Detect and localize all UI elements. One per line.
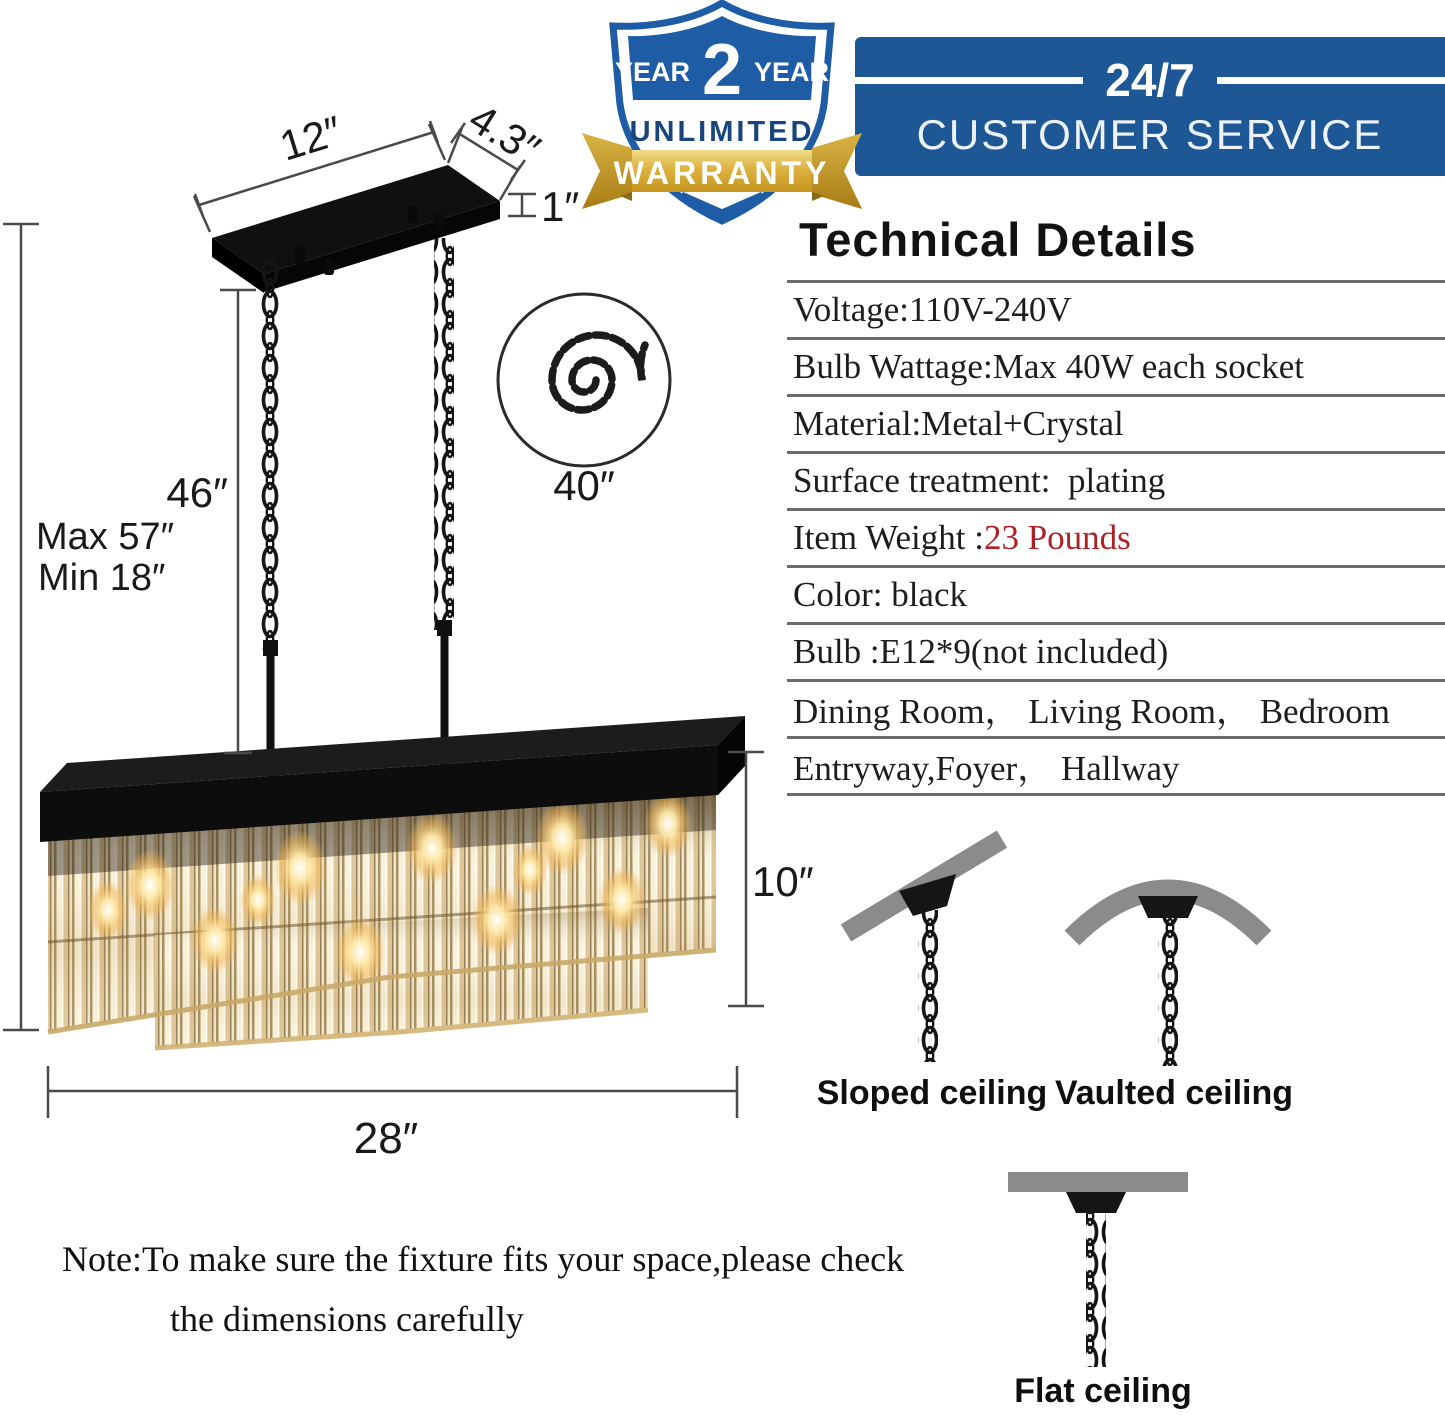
banner-right-rule: [1217, 77, 1445, 84]
dim-label-canopy-height: 1″: [541, 183, 580, 230]
spec-row-voltage: [787, 283, 1445, 340]
badge-year-left: YEAR: [614, 57, 690, 87]
technical-details-title: Technical Details: [799, 213, 1197, 266]
spec-text: Bulb Wattage:Max 40W each socket: [793, 347, 1305, 386]
chain-coil-detail: [498, 294, 670, 466]
dim-chain-drop: [220, 290, 256, 753]
dim-body-length: [48, 1066, 737, 1118]
note-text: [62, 1238, 962, 1340]
dim-label-height-min: Min 18″: [38, 557, 166, 599]
mount-sloped-label: Sloped ceiling: [816, 1074, 1048, 1112]
spec-row-wattage: [787, 340, 1445, 397]
dim-label-chain-included: 40″: [553, 462, 615, 509]
mount-vaulted-ceiling: [1072, 890, 1264, 1066]
technical-details-section: [787, 210, 1445, 796]
dim-label-body-height: 10″: [752, 858, 814, 905]
spec-text: Voltage:110V-240V: [793, 290, 1072, 329]
mount-flat-label: Flat ceiling: [1014, 1372, 1192, 1410]
banner-hours-label: 24/7: [1105, 54, 1195, 106]
dim-label-canopy-depth: 4.3″: [461, 94, 549, 174]
dim-label-chain-drop: 46″: [166, 469, 228, 516]
dim-label-height-max: Max 57″: [36, 516, 175, 558]
spec-row-color: [787, 568, 1445, 625]
spec-row-weight: [787, 511, 1445, 568]
dim-label-canopy-length: 12″: [274, 106, 348, 170]
dim-overall-height: [3, 224, 39, 1030]
badge-number: 2: [701, 30, 743, 110]
spec-text: Entryway,Foyer， Hallway: [793, 749, 1180, 788]
mount-vaulted-label: Vaulted ceiling: [1054, 1074, 1294, 1112]
spec-text: Surface treatment: plating: [793, 461, 1166, 500]
spec-table: [787, 280, 1445, 796]
badge-warranty-label: WARRANTY: [613, 155, 831, 191]
spec-row-rooms-1: [787, 682, 1445, 739]
customer-service-banner: [855, 37, 1445, 176]
mount-sloped-ceiling: [841, 831, 1007, 1062]
warranty-badge: [572, 0, 872, 232]
banner-divider-row: [855, 53, 1445, 107]
note-line-2: the dimensions carefully: [170, 1299, 524, 1339]
badge-unlimited-label: UNLIMITED: [629, 116, 815, 148]
banner-service-label: CUSTOMER SERVICE: [916, 111, 1384, 158]
spec-text: Color: black: [793, 575, 967, 614]
spec-text: Bulb :E12*9(not included): [793, 632, 1169, 671]
spec-value-highlight: 23 Pounds: [983, 518, 1131, 557]
spec-text: Dining Room， Living Room， Bedroom: [793, 692, 1390, 731]
spec-row-rooms-2: [787, 739, 1445, 796]
chandelier-body: [40, 716, 745, 1048]
dim-label-body-length: 28″: [353, 1114, 419, 1163]
spec-row-surface: [787, 454, 1445, 511]
mount-flat-ceiling: [1008, 1172, 1188, 1367]
spec-row-material: [787, 397, 1445, 454]
spec-text: Material:Metal+Crystal: [793, 404, 1124, 443]
badge-year-right: YEAR: [754, 57, 830, 87]
spec-row-bulb: [787, 625, 1445, 682]
note-line-1: Note:To make sure the fixture fits your space,please check: [62, 1239, 905, 1279]
suspension-chains: [260, 238, 454, 792]
spec-text: Item Weight :: [793, 518, 984, 557]
banner-left-rule: [855, 77, 1083, 84]
dim-canopy-height: [508, 194, 536, 216]
ceiling-canopy-plate: [212, 165, 500, 293]
